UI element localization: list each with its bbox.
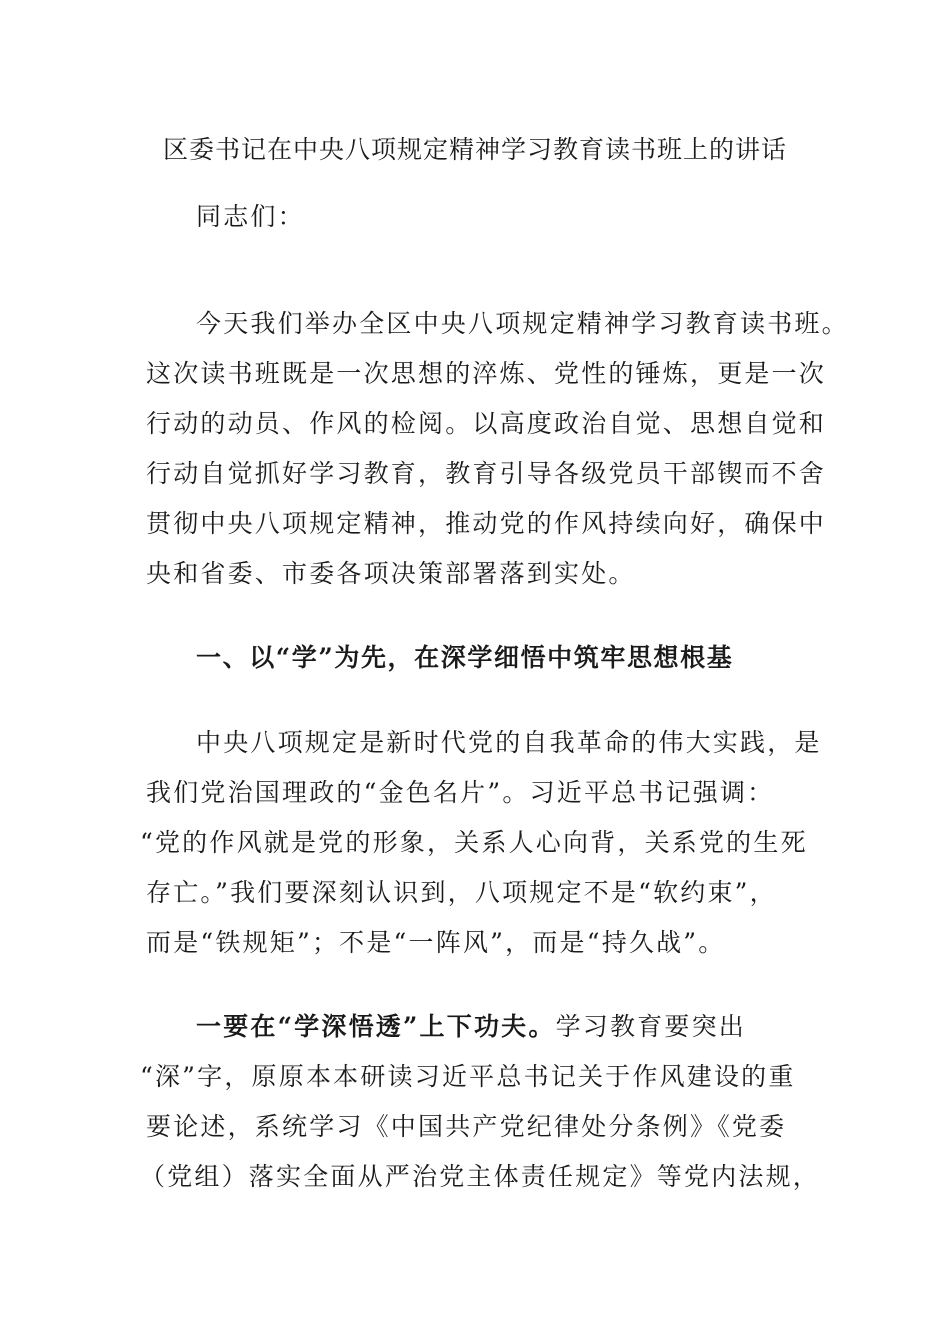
intro-line: 这次读书班既是一次思想的淬炼、党性的锤炼，更是一次 <box>146 359 827 388</box>
intro-line: 行动的动员、作风的检阅。以高度政治自觉、思想自觉和 <box>146 409 827 438</box>
document-title: 区委书记在中央八项规定精神学习教育读书班上的讲话 <box>162 135 787 164</box>
intro-line: 行动自觉抓好学习教育，教育引导各级党员干部锲而不舍 <box>146 459 827 488</box>
point1-line: （党组）落实全面从严治党主体责任规定》等党内法规， <box>140 1162 821 1191</box>
salutation: 同志们： <box>196 202 305 231</box>
point1-first-line <box>196 1005 746 1049</box>
point1-line: 要论述，系统学习《中国共产党纪律处分条例》《党委 <box>146 1112 787 1141</box>
section1-line: “党的作风就是党的形象，关系人心向背，关系党的生死 <box>140 828 808 857</box>
point1-lead: 一要在“学深悟透”上下功夫。 <box>196 1012 556 1041</box>
point1-first-rest: 学习教育要突出 <box>555 1012 746 1041</box>
intro-line: 央和省委、市委各项决策部署落到实处。 <box>146 559 636 588</box>
point1-line: “深”字，原原本本研读习近平总书记关于作风建设的重 <box>140 1062 796 1091</box>
section1-line: 我们党治国理政的“金色名片”。习近平总书记强调： <box>146 778 775 807</box>
section1-line: 而是“铁规矩”；不是“一阵风”，而是“持久战”。 <box>146 928 726 957</box>
section1-line: 存亡。”我们要深刻认识到，八项规定不是“软约束”， <box>146 878 777 907</box>
section-heading: 一、以“学”为先，在深学细悟中筑牢思想根基 <box>196 643 734 672</box>
intro-line: 今天我们举办全区中央八项规定精神学习教育读书班。 <box>196 309 849 338</box>
intro-line: 贯彻中央八项规定精神，推动党的作风持续向好，确保中 <box>146 509 827 538</box>
section1-line: 中央八项规定是新时代党的自我革命的伟大实践，是 <box>196 728 822 757</box>
